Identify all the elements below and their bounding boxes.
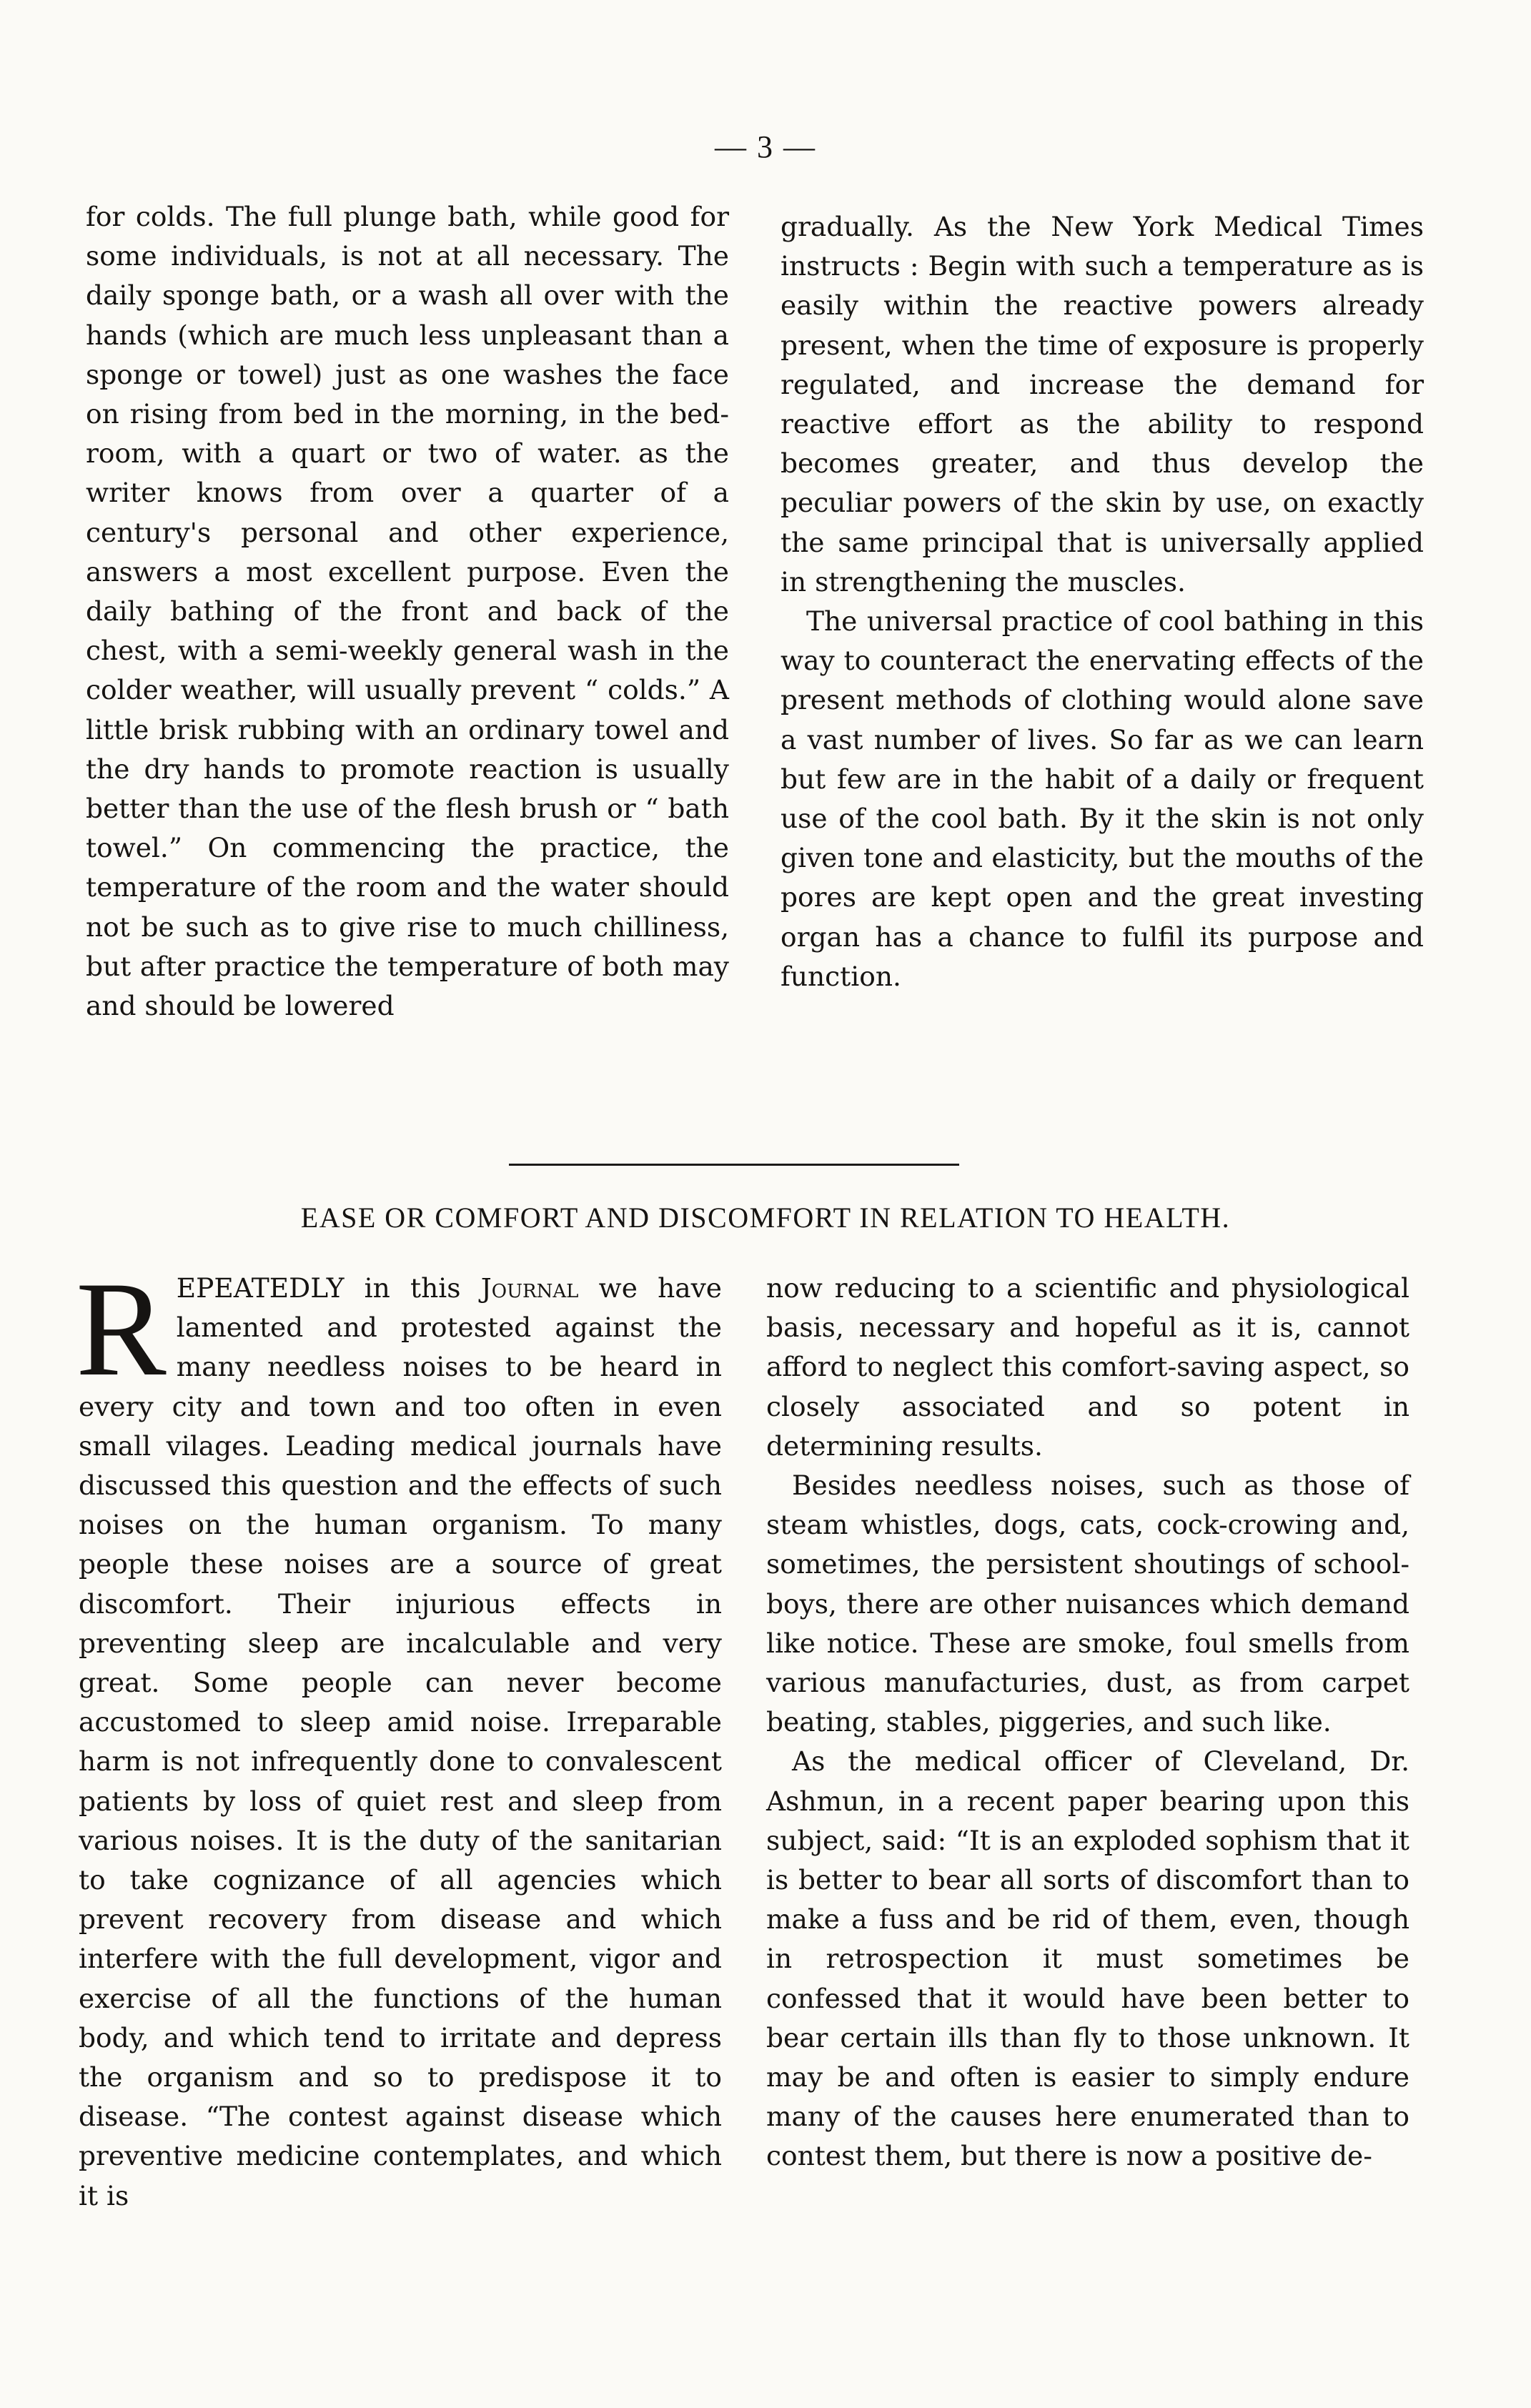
article1-left-paragraph-1: for colds. The full plunge bath, while good for some individuals, is not at all necessary. The daily sponge bath, or a wash all over with the hands (which are much less unpleasant than a sponge or towel) just as one washes the face on rising from bed in the morning, in the bed-room, with a quart or two of water. as the writer knows from over a quarter of a century's personal and other experience, answers a most excellent purpose. Even the daily bathing of the front and back of the chest, with a semi-weekly general wash in the colder weather, will usually prevent “ colds.” A little brisk rubbing with an ordinary towel and the dry hands to promote reaction is usually better than the use of the flesh brush or “ bath towel.” On commencing the practice, the temperature of the room and the water should not be such as to give rise to much chilliness, but after practice the temperature of both may and should be lowered <box>86 201 729 1022</box>
article2-right-paragraph-1: now reducing to a scientific and physiological basis, necessary and hopeful as it is, cannot afford to neglect this comfort-saving aspect, so closely associated and so potent in determining results. <box>766 1272 1409 1462</box>
article1-right-paragraph-2: The universal practice of cool bathing in this way to counteract the enervating effects of the present methods of clothing would alone save a vast number of lives. So far as we can learn but few are in the habit of a daily or frequent use of the cool bath. By it the skin is not only given tone and elasticity, but the mouths of the pores are kept open and the great investing organ has a chance to fulfil its purpose and function. <box>781 605 1424 992</box>
article1-right-paragraph-1: gradually. As the New York Medical Times instructs : Begin with such a temperature as is easily within the reactive powers already present, when the time of exposure is properly regulated, and increase the demand for reactive effort as the ability to respond becomes greater, and thus develop the peculiar powers of the skin by use, on exactly the same principal that is universally applied in strengthening the muscles. <box>781 211 1424 598</box>
journal-word: Journal <box>480 1272 579 1304</box>
article2-right-paragraph-2: Besides needless noises, such as those of steam whistles, dogs, cats, cock-crowing and, sometimes, the persistent shoutings of school-boys, there are other nuisances which demand like notice. These are smoke, foul smells from various manufacturies, dust, as from carpet beating, stables, piggeries, and such like. <box>766 1470 1409 1738</box>
article1-column-left <box>86 197 729 1026</box>
page-number: — 3 — <box>715 129 816 164</box>
section-divider-rule <box>509 1164 959 1166</box>
article2-left-paragraph-1 <box>76 1254 722 2216</box>
article2-right-paragraph-3: As the medical officer of Cleveland, Dr. Ashmun, in a recent paper bearing upon this subject, said: “It is an exploded sophism that it is better to bear all sorts of discomfort than to make a fuss and be rid of them, even, though in retrospection it must sometimes be confessed that it would have been better to bear certain ills than fly to those unknown. It may be and often is easier to simply endure many of the causes here enumerated than to contest them, but there is now a positive de- <box>766 1745 1409 2172</box>
first-paragraph-part-a: in this <box>344 1272 481 1304</box>
first-word-rest: EPEATEDLY <box>176 1272 345 1304</box>
article1-column-right <box>781 207 1424 996</box>
first-paragraph-part-b: we have lamented and protested against the many needless noises to be heard in every city and town and too often in even small vilages. Leading medical journals have discussed this question and the effects of such noises on the human organism. To many people these noises are a source of great discomfort. Their injurious effects in preventing sleep are incalculable and very great. Some people can never become accustomed to sleep amid noise. Irreparable harm is not infrequently done to convalescent patients by loss of quiet rest and sleep from various noises. It is the duty of the sanitarian to take cognizance of all agencies which prevent recovery from disease and which interfere with the full development, vigor and exercise of all the functions of the human body, and which tend to irritate and depress the organism and so to predispose it to disease. “The contest against disease which preventive medicine contemplates, and which it is <box>79 1272 722 2211</box>
article2-column-left <box>76 1254 722 2216</box>
article2-heading: EASE OR COMFORT AND DISCOMFORT IN RELATION TO HEALTH. <box>300 1201 1231 1234</box>
article2-column-right <box>766 1269 1409 2176</box>
drop-cap-letter: R <box>76 1254 167 1404</box>
